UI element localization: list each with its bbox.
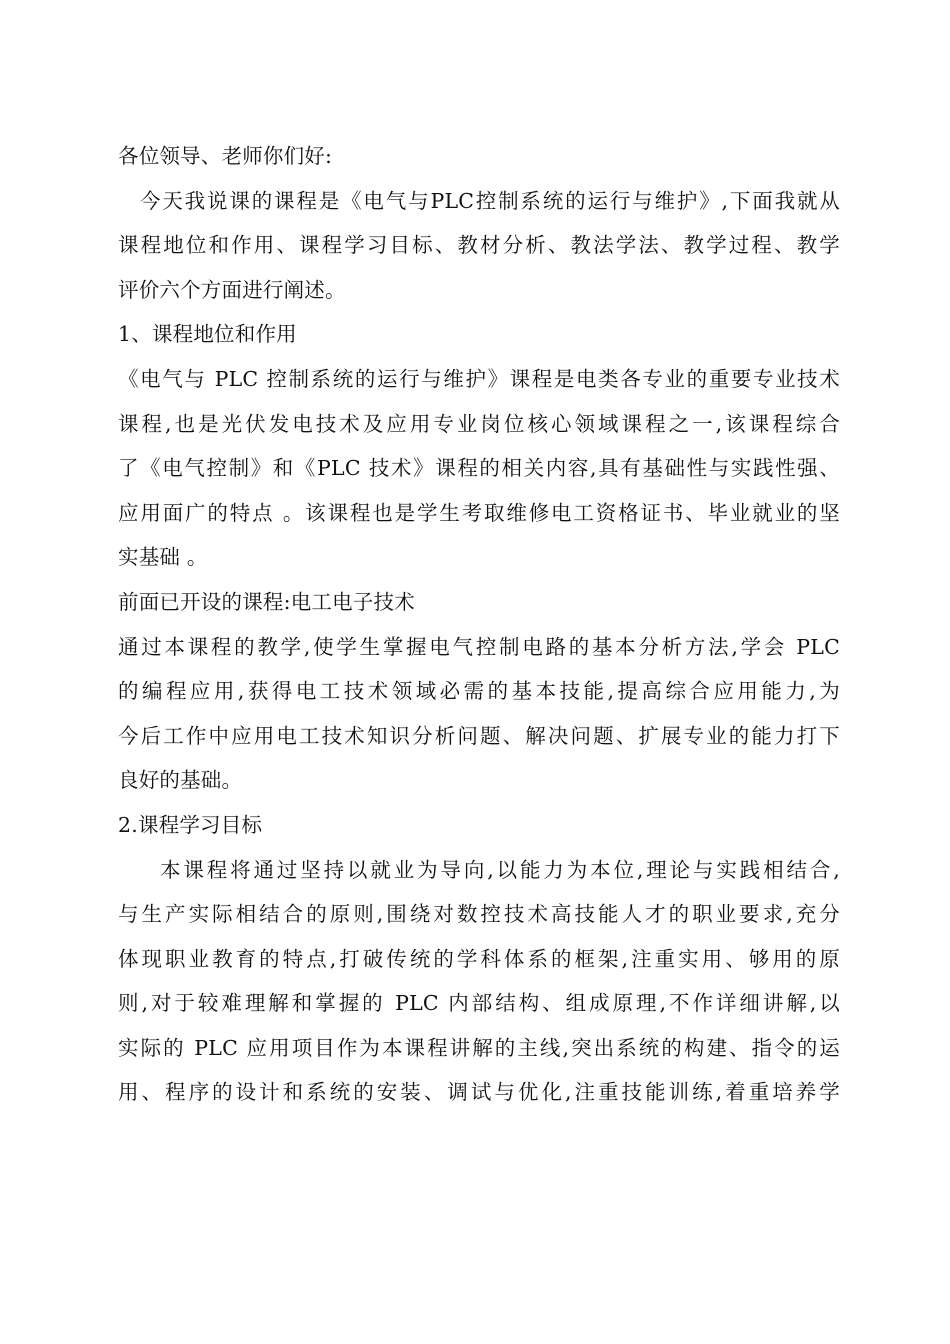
section2-paragraph-line: 则,对于较难理解和掌握的 PLC 内部结构、组成原理,不作详细讲解,以 — [118, 991, 840, 1016]
section1-paragraph1-line: 实基础 。 — [118, 545, 208, 570]
section2-paragraph-line: 与生产实际相结合的原则,围绕对数控技术高技能人才的职业要求,充分 — [118, 902, 840, 927]
section1-paragraph1-line: 课程,也是光伏发电技术及应用专业岗位核心领域课程之一,该课程综合 — [118, 411, 840, 436]
section1-heading: 1、课程地位和作用 — [118, 322, 297, 347]
section2-paragraph-line: 实际的 PLC 应用项目作为本课程讲解的主线,突出系统的构建、指令的运 — [118, 1035, 840, 1060]
intro-line: 评价六个方面进行阐述。 — [118, 277, 346, 302]
section1-paragraph2-line: 今后工作中应用电工技术知识分析问题、解决问题、扩展专业的能力打下 — [118, 723, 840, 748]
document-body — [118, 134, 840, 1115]
section1-paragraph2-line: 的编程应用,获得电工技术领域必需的基本技能,提高综合应用能力,为 — [118, 679, 840, 704]
prerequisite-course: 前面已开设的课程:电工电子技术 — [118, 589, 415, 614]
section1-paragraph1-line: 应用面广的特点 。该课程也是学生考取维修电工资格证书、毕业就业的坚 — [118, 500, 840, 525]
section1-paragraph2-line: 良好的基础。 — [118, 768, 243, 793]
section1-paragraph1-line: 《电气与 PLC 控制系统的运行与维护》课程是电类各专业的重要专业技术 — [118, 366, 840, 391]
greeting: 各位领导、老师你们好: — [118, 144, 333, 168]
intro-line: 今天我说课的课程是《电气与PLC控制系统的运行与维护》,下面我就从 — [140, 188, 840, 213]
section2-paragraph-line: 体现职业教育的特点,打破传统的学科体系的框架,注重实用、够用的原 — [118, 946, 840, 971]
section1-paragraph1-line: 了《电气控制》和《PLC 技术》课程的相关内容,具有基础性与实践性强、 — [118, 456, 840, 481]
intro-line: 课程地位和作用、课程学习目标、教材分析、教法学法、教学过程、教学 — [118, 233, 840, 258]
section2-paragraph-line: 本课程将通过坚持以就业为导向,以能力为本位,理论与实践相结合, — [160, 857, 840, 882]
section2-paragraph-line: 用、程序的设计和系统的安装、调试与优化,注重技能训练,着重培养学 — [118, 1080, 840, 1105]
section1-paragraph2-line: 通过本课程的教学,使学生掌握电气控制电路的基本分析方法,学会 PLC — [118, 634, 840, 659]
section2-heading: 2.课程学习目标 — [118, 812, 263, 837]
